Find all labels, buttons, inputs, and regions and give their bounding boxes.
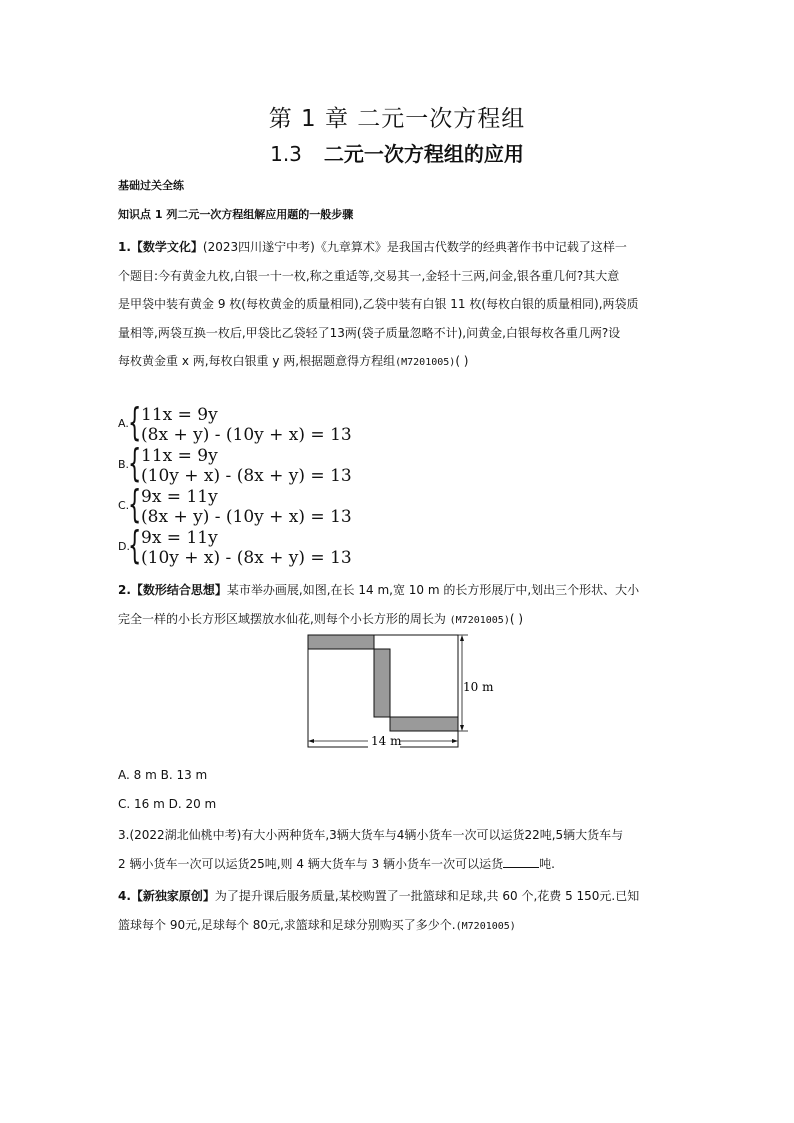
- question-4-tag: 4.【新独家原创】: [118, 889, 215, 903]
- equation-2: (10y + x) - (8x + y) = 13: [141, 466, 352, 486]
- equation-2: (10y + x) - (8x + y) = 13: [141, 548, 352, 568]
- answer-blank[interactable]: [503, 855, 539, 868]
- question-3-text: 吨.: [539, 856, 555, 871]
- question-2-text: 某市举办画展,如图,在长 14 m,宽 10 m 的长方形展厅中,划出三个形状、大小: [226, 583, 640, 597]
- equation-2: (8x + y) - (10y + x) = 13: [141, 507, 352, 527]
- question-1-line: 量相等,两袋互换一枚后,甲袋比乙袋轻了13两(袋子质量忽略不计),问黄金,白银每枚各重几两?设: [118, 325, 621, 340]
- arrow-left-icon: [308, 739, 314, 743]
- question-1-line: [118, 233, 678, 262]
- question-1: [118, 233, 678, 376]
- section-title: [0, 138, 794, 167]
- question-code: (M7201005): [449, 614, 510, 626]
- question-2: [118, 576, 678, 633]
- question-1-line: 个题目:今有黄金九枚,白银一十一枚,称之重适等,交易其一,金轻十三两,问金,银各重几何?其大意: [118, 268, 620, 283]
- answer-paren: ( ): [509, 611, 524, 626]
- question-2-text: 完全一样的小长方形区域摆放水仙花,则每个小长方形的周长为: [118, 611, 450, 626]
- brace-icon: {: [128, 482, 142, 526]
- height-label: 10 m: [463, 680, 494, 694]
- question-2-line: [118, 576, 678, 605]
- question-4-line: [118, 911, 678, 940]
- arrow-up-icon: [460, 635, 464, 641]
- arrow-right-icon: [452, 739, 458, 743]
- section-name: 二元一次方程组的应用: [323, 142, 524, 166]
- section-number: 1.3: [270, 142, 302, 166]
- question-1-line: [118, 347, 678, 376]
- brace-icon: {: [128, 523, 142, 567]
- exhibition-hall-figure: [300, 632, 500, 752]
- small-rectangle: [308, 635, 374, 649]
- question-1-tag: 1.【数学文化】: [118, 240, 203, 254]
- answer-paren: ( ): [455, 354, 469, 368]
- question-2-tag: 2.【数形结合思想】: [118, 583, 227, 597]
- arrow-down-icon: [460, 725, 464, 731]
- equation-1: 9x = 11y: [141, 487, 218, 507]
- question-4-text: 篮球每个 90元,足球每个 80元,求篮球和足球分别购买了多少个.: [118, 917, 456, 932]
- question-4-line: [118, 882, 678, 911]
- question-1-line: 是甲袋中装有黄金 9 枚(每枚黄金的质量相同),乙袋中装有白银 11 枚(每枚白银的质量相同),两袋质: [118, 297, 639, 311]
- knowledge-point-label: 知识点 1 列二元一次方程组解应用题的一般步骤: [118, 208, 354, 221]
- question-3: [118, 821, 678, 878]
- equation-2: (8x + y) - (10y + x) = 13: [141, 425, 352, 445]
- chapter-title: 第 1 章 二元一次方程组: [268, 106, 526, 132]
- small-rectangle: [374, 649, 390, 717]
- option-letter: B.: [118, 458, 130, 471]
- basic-practice-label: 基础过关全练: [118, 179, 184, 192]
- option-letter: D.: [118, 540, 130, 553]
- question-2-answers-row-1: A. 8 m B. 13 m: [118, 768, 208, 782]
- option-letter: C.: [118, 499, 130, 512]
- question-4-text: 为了提升课后服务质量,某校购置了一批篮球和足球,共 60 个,花费 5 150元.已知: [214, 889, 640, 903]
- question-4: [118, 882, 678, 939]
- equation-1: 9x = 11y: [141, 528, 218, 548]
- equation-1: 11x = 9y: [141, 405, 218, 425]
- option-letter: A.: [118, 417, 129, 430]
- question-code: (M7201005): [395, 357, 456, 368]
- question-3-text: 2 辆小货车一次可以运货25吨,则 4 辆大货车与 3 辆小货车一次可以运货: [118, 856, 504, 871]
- question-1-text: 每枚黄金重 x 两,每枚白银重 y 两,根据题意得方程组: [118, 354, 396, 368]
- question-3-line: [118, 850, 678, 879]
- equation-1: 11x = 9y: [141, 446, 218, 466]
- question-3-line: 3.(2022湖北仙桃中考)有大小两种货车,3辆大货车与4辆小货车一次可以运货22吨,5辆大货车与: [118, 828, 624, 842]
- question-2-line: [118, 605, 678, 634]
- question-2-answers-row-2: C. 16 m D. 20 m: [118, 797, 217, 811]
- question-code: (M7201005): [455, 920, 516, 932]
- brace-icon: {: [128, 400, 142, 444]
- question-1-text: (2023四川遂宁中考)《九章算术》是我国古代数学的经典著作书中记载了这样一: [202, 240, 627, 254]
- width-label: 14 m: [371, 734, 402, 748]
- small-rectangle: [390, 717, 458, 731]
- brace-icon: {: [128, 441, 142, 485]
